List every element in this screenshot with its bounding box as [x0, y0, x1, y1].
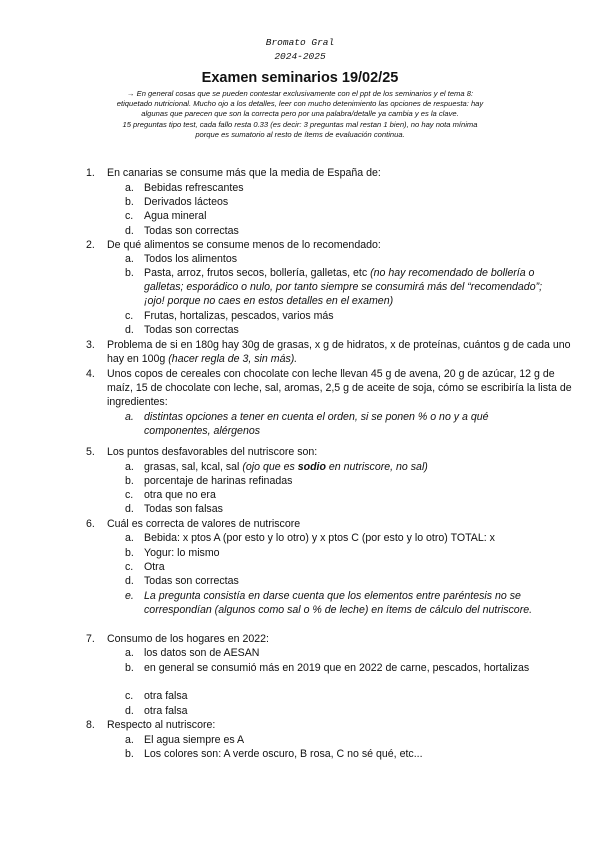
option-text-wrapper	[144, 266, 549, 309]
intro-line: algunas que parecen que son la correcta pero por una palabra/detalle ya cambia y es la clave.	[141, 109, 459, 119]
option-text-wrapper	[144, 460, 549, 474]
option-text: El agua siempre es A	[144, 734, 245, 746]
option-text: Todas son correctas	[144, 575, 239, 587]
option-letter: d.	[125, 503, 134, 515]
option-letter: a.	[125, 182, 134, 194]
option-letter: c.	[125, 561, 134, 573]
question-number: 5.	[86, 446, 95, 458]
question-text: En canarias se consume más que la media de España de:	[107, 167, 381, 179]
option-letter: b.	[125, 662, 134, 674]
option-text: Yogur: lo mismo	[144, 547, 220, 559]
question-number: 7.	[86, 633, 95, 645]
option-letter: a.	[125, 411, 134, 423]
option-text: Otra	[144, 561, 165, 573]
question-text: Respecto al nutriscore:	[107, 719, 216, 731]
option-text: Bebida: x ptos A (por esto y lo otro) y x ptos C (por esto y lo otro) TOTAL: x	[144, 532, 495, 544]
option-note-bold: sodio	[297, 461, 326, 473]
option-letter: b.	[125, 547, 134, 559]
question-text: Cuál es correcta de valores de nutriscore	[107, 518, 301, 530]
option-letter: b.	[125, 475, 134, 487]
intro-line: etiquetado nutricional. Mucho ojo a los detalles, leer con mucho detenimiento las opciones de respuesta: hay	[116, 99, 484, 109]
question-text: Unos copos de cereales con chocolate con leche llevan 45 g de avena, 20 g de azúcar, 12 g de maíz, 15 de chocolate con leche, sal, aromas, 2,5 g de aceite de soja, cómo se escribiría la lista de ingredientes:	[107, 368, 572, 409]
intro-line: porque es sumatorio al resto de ítems de evaluación continua.	[195, 129, 405, 139]
option-text: grasas, sal, kcal, sal	[144, 461, 240, 473]
question-text-wrapper	[107, 338, 577, 366]
question-text: Consumo de los hogares en 2022:	[107, 633, 269, 645]
page-title: Examen seminarios 19/02/25	[201, 70, 399, 86]
question-text: Problema de si en 180g hay 30g de grasas, x g de hidratos, x de proteínas, cuántos g de cada uno hay en 100g	[107, 339, 571, 366]
intro-paragraph	[74, 89, 526, 140]
option-text: Pasta, arroz, frutos secos, bollería, galletas, etc	[144, 267, 368, 279]
option-letter: b.	[125, 196, 134, 208]
option-text: Todas son correctas	[144, 324, 239, 336]
option-letter: b.	[125, 267, 134, 279]
option-letter: c.	[125, 210, 134, 222]
option-letter: d.	[125, 705, 134, 717]
option-text: Todos los alimentos	[144, 253, 238, 265]
option-letter: a.	[125, 532, 134, 544]
option-text: Bebidas refrescantes	[144, 182, 244, 194]
question-number: 6.	[86, 518, 95, 530]
option-text: Todas son falsas	[144, 503, 223, 515]
option-letter: c.	[125, 310, 134, 322]
question-text: Los puntos desfavorables del nutriscore son:	[107, 446, 318, 458]
option-note: (no hay recomendado de bollería o galletas; esporádico o nulo, por tanto siempre se consumirá más del “recomendado”; ¡ojo! porque no caes en estos detalles en el examen)	[144, 267, 543, 308]
question-number: 2.	[86, 239, 95, 251]
option-letter: a.	[125, 647, 134, 659]
option-letter: a.	[125, 461, 134, 473]
option-letter: c.	[125, 489, 134, 501]
intro-line: → En general cosas que se pueden contestar exclusivamente con el ppt de los seminarios y el tema 8:	[126, 89, 474, 98]
option-letter: d.	[125, 324, 134, 336]
question-number: 1.	[86, 167, 95, 179]
question-text: De qué alimentos se consume menos de lo recomendado:	[107, 239, 381, 251]
option-letter: b.	[125, 748, 134, 760]
option-text: en general se consumió más en 2019 que en 2022 de carne, pescados, hortalizas	[144, 662, 530, 674]
option-text: distintas opciones a tener en cuenta el orden, si se ponen % o no y a qué componentes, alérgenos	[144, 411, 489, 438]
option-text: otra falsa	[144, 705, 188, 717]
option-letter: e.	[125, 590, 134, 602]
option-text: Agua mineral	[144, 210, 207, 222]
intro-line: 15 preguntas tipo test, cada fallo resta 0.33 (es decir: 3 preguntas mal restan 1 bien), no hay nota mínima	[122, 119, 478, 129]
option-text: Los colores son: A verde oscuro, B rosa, C no sé qué, etc...	[144, 748, 423, 760]
option-text: La pregunta consistía en darse cuenta que los elementos entre paréntesis no se correspondían (algunos como sal o % de leche) en ítems de cálculo del nutriscore.	[144, 590, 533, 617]
question-note: (hacer regla de 3, sin más).	[168, 353, 298, 366]
option-note-pre: (ojo que es	[242, 461, 298, 473]
option-text: Todas son correctas	[144, 225, 239, 237]
header-author: Bromato Gral	[265, 37, 335, 48]
question-number: 4.	[86, 368, 95, 380]
question-number: 8.	[86, 719, 95, 731]
header-year: 2024-2025	[274, 51, 326, 62]
option-letter: d.	[125, 575, 134, 587]
option-text: porcentaje de harinas refinadas	[144, 475, 293, 487]
option-text: Derivados lácteos	[144, 196, 229, 208]
option-letter: c.	[125, 690, 134, 702]
option-letter: a.	[125, 734, 134, 746]
option-text: Frutas, hortalizas, pescados, varios más	[144, 310, 334, 322]
option-letter: d.	[125, 225, 134, 237]
question-number: 3.	[86, 339, 95, 351]
option-note-post: en nutriscore, no sal)	[325, 461, 428, 473]
option-text: otra que no era	[144, 489, 216, 501]
option-text: otra falsa	[144, 690, 188, 702]
option-text: los datos son de AESAN	[144, 647, 260, 659]
option-letter: a.	[125, 253, 134, 265]
